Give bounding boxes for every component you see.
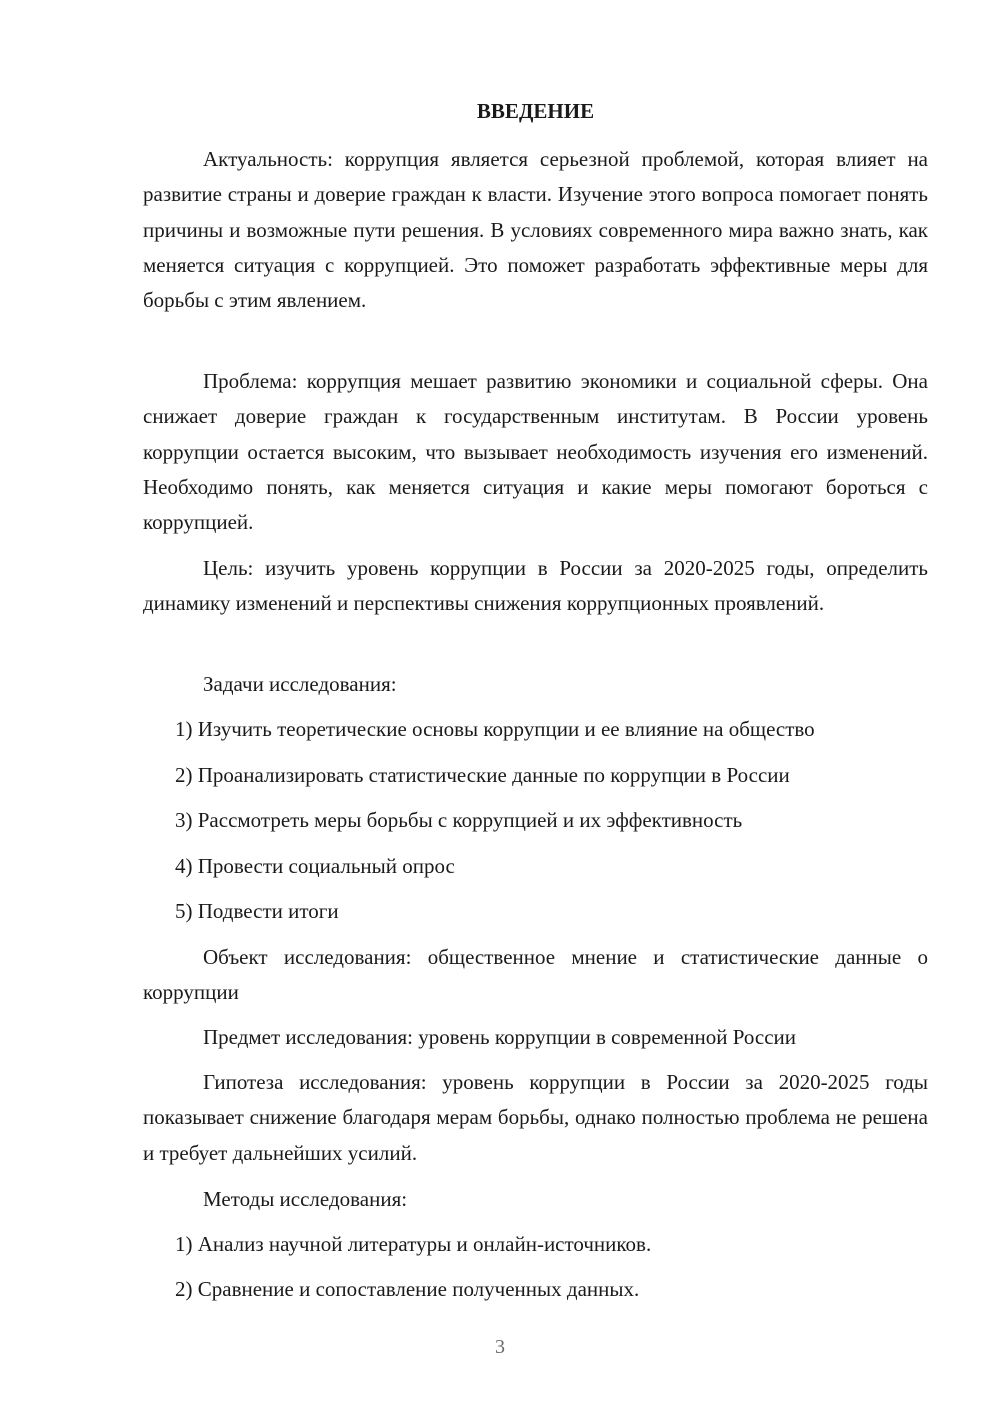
methods-heading: Методы исследования: [203, 1187, 408, 1211]
subject-paragraph: Предмет исследования: уровень коррупции в современной России [203, 1025, 797, 1049]
tasks-heading: Задачи исследования: [203, 672, 397, 696]
goal-paragraph: Цель: изучить уровень коррупции в России за 2020-2025 годы, определить динамику изменений и перспективы снижения коррупционных проявлений. [143, 556, 928, 616]
hypothesis-paragraph: Гипотеза исследования: уровень коррупции в России за 2020-2025 годы показывает снижение благодаря мерам борьбы, однако полностью проблема не решена и требует дальнейших усилий. [143, 1070, 928, 1165]
object-paragraph: Объект исследования: общественное мнение и статистические данные о коррупции [143, 945, 928, 1005]
task-item-3: 3) Рассмотреть меры борьбы с коррупцией и их эффективность [175, 808, 743, 832]
relevance-paragraph: Актуальность: коррупция является серьезной проблемой, которая влияет на развитие страны и доверие граждан к власти. Изучение этого вопроса помогает понять причины и возможные пути решения. В условиях современного мира важно знать, как меняется ситуация с коррупцией. Это поможет разработать эффективные меры для борьбы с этим явлением. [143, 147, 928, 313]
method-item-2: 2) Сравнение и сопоставление полученных данных. [175, 1277, 640, 1301]
section-title: ВВЕДЕНИЕ [476, 99, 595, 123]
page-number: 3 [495, 1336, 505, 1358]
task-item-2: 2) Проанализировать статистические данные по коррупции в России [175, 763, 790, 787]
task-item-1: 1) Изучить теоретические основы коррупции и ее влияние на общество [175, 717, 815, 741]
task-item-5: 5) Подвести итоги [175, 899, 339, 923]
task-item-4: 4) Провести социальный опрос [175, 854, 455, 878]
method-item-1: 1) Анализ научной литературы и онлайн-источников. [175, 1232, 652, 1256]
problem-paragraph: Проблема: коррупция мешает развитию экономики и социальной сферы. Она снижает доверие граждан к государственным институтам. В России уровень коррупции остается высоким, что вызывает необходимость изучения его изменений. Необходимо понять, как меняется ситуация и какие меры помогают бороться с коррупцией. [143, 369, 928, 535]
